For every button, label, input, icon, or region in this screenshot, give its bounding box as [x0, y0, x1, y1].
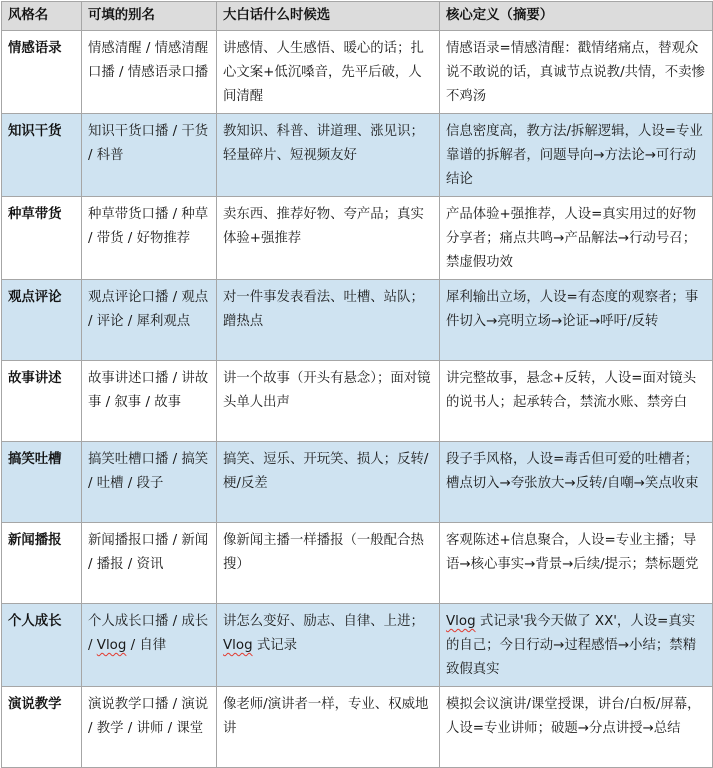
style-name-cell: 情感语录	[2, 31, 82, 114]
when-cell: 讲感情、人生感悟、暖心的话；扎心文案+低沉嗓音，先平后破，人间清醒	[217, 31, 440, 114]
style-name-cell: 观点评论	[2, 280, 82, 361]
when-cell: 讲怎么变好、励志、自律、上进；Vlog 式记录	[217, 604, 440, 687]
when-cell: 教知识、科普、讲道理、涨见识；轻量碎片、短视频友好	[217, 114, 440, 197]
table-row	[2, 361, 713, 442]
table-row	[2, 687, 713, 768]
definition-cell: 模拟会议演讲/课堂授课，讲台/白板/屏幕，人设=专业讲师；破题→分点讲授→总结	[440, 687, 713, 768]
style-name-cell: 个人成长	[2, 604, 82, 687]
table-header	[2, 2, 713, 31]
table-row	[2, 280, 713, 361]
header-when-to-choose: 大白话什么时候选	[217, 2, 440, 31]
aliases-cell: 知识干货口播 / 干货 / 科普	[82, 114, 217, 197]
style-name-cell: 搞笑吐槽	[2, 442, 82, 523]
when-cell: 像老师/演讲者一样，专业、权威地讲	[217, 687, 440, 768]
table-row	[2, 31, 713, 114]
definition-cell: 讲完整故事，悬念+反转，人设=面对镜头的说书人；起承转合，禁流水账、禁旁白	[440, 361, 713, 442]
definition-cell: 犀利输出立场，人设=有态度的观察者；事件切入→亮明立场→论证→呼吁/反转	[440, 280, 713, 361]
style-table	[1, 1, 713, 768]
when-cell: 卖东西、推荐好物、夸产品；真实体验+强推荐	[217, 197, 440, 280]
table-row	[2, 197, 713, 280]
table-row	[2, 523, 713, 604]
spellcheck-underline: Vlog	[446, 614, 476, 629]
definition-cell: 产品体验+强推荐，人设=真实用过的好物分享者；痛点共鸣→产品解法→行动号召；禁虚假功效	[440, 197, 713, 280]
when-cell: 讲一个故事（开头有悬念）；面对镜头单人出声	[217, 361, 440, 442]
header-row	[2, 2, 713, 31]
spellcheck-underline: Vlog	[96, 638, 127, 653]
header-style-name: 风格名	[2, 2, 82, 31]
when-cell: 对一件事发表看法、吐槽、站队；蹭热点	[217, 280, 440, 361]
definition-cell: 情感语录=情感清醒：戳情绪痛点，替观众说不敢说的话，真诚节点说教/共情，不卖惨不鸡汤	[440, 31, 713, 114]
table-row	[2, 442, 713, 523]
aliases-cell: 种草带货口播 / 种草 / 带货 / 好物推荐	[82, 197, 217, 280]
style-name-cell: 种草带货	[2, 197, 82, 280]
spellcheck-underline: Vlog	[223, 638, 253, 653]
table-row	[2, 604, 713, 687]
aliases-cell: 演说教学口播 / 演说 / 教学 / 讲师 / 课堂	[82, 687, 217, 768]
header-aliases: 可填的别名	[82, 2, 217, 31]
definition-cell: 客观陈述+信息聚合，人设=专业主播；导语→核心事实→背景→后续/提示；禁标题党	[440, 523, 713, 604]
aliases-cell: 搞笑吐槽口播 / 搞笑 / 吐槽 / 段子	[82, 442, 217, 523]
when-cell: 搞笑、逗乐、开玩笑、损人；反转/梗/反差	[217, 442, 440, 523]
aliases-cell: 个人成长口播 / 成长 / Vlog / 自律	[82, 604, 217, 687]
style-name-cell: 知识干货	[2, 114, 82, 197]
table-body	[2, 31, 713, 768]
aliases-cell: 情感清醒 / 情感清醒口播 / 情感语录口播	[82, 31, 217, 114]
definition-cell: Vlog 式记录'我今天做了 XX'，人设=真实的自己；今日行动→过程感悟→小结；禁精致假真实	[440, 604, 713, 687]
aliases-cell: 故事讲述口播 / 讲故事 / 叙事 / 故事	[82, 361, 217, 442]
header-core-definition: 核心定义（摘要）	[440, 2, 713, 31]
aliases-cell: 新闻播报口播 / 新闻 / 播报 / 资讯	[82, 523, 217, 604]
style-name-cell: 新闻播报	[2, 523, 82, 604]
style-name-cell: 故事讲述	[2, 361, 82, 442]
definition-cell: 信息密度高，教方法/拆解逻辑，人设=专业靠谱的拆解者，问题导向→方法论→可行动结论	[440, 114, 713, 197]
table-row	[2, 114, 713, 197]
definition-cell: 段子手风格，人设=毒舌但可爱的吐槽者；槽点切入→夸张放大→反转/自嘲→笑点收束	[440, 442, 713, 523]
aliases-cell: 观点评论口播 / 观点 / 评论 / 犀利观点	[82, 280, 217, 361]
when-cell: 像新闻主播一样播报（一般配合热搜）	[217, 523, 440, 604]
style-name-cell: 演说教学	[2, 687, 82, 768]
